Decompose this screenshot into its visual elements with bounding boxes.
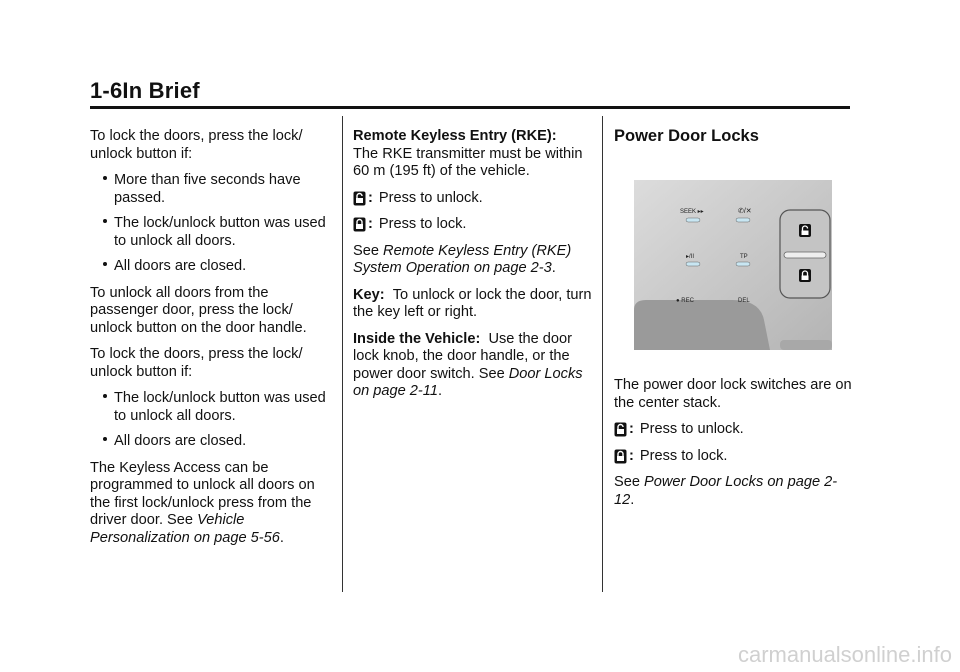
- bullet-list: [90, 390, 334, 451]
- lock-instruction: [614, 448, 854, 466]
- seek-button: [686, 218, 700, 222]
- key-label: Key:: [353, 286, 385, 303]
- unlock-icon: [799, 224, 811, 237]
- paragraph: [353, 243, 593, 278]
- list-item: The lock/unlock button was used to unlock all doors.: [90, 215, 334, 250]
- text: :: [368, 189, 373, 206]
- text: See: [614, 474, 645, 490]
- cross-reference-link[interactable]: Door Locks on page 2-11: [353, 365, 583, 399]
- paragraph: [353, 128, 593, 181]
- paragraph: [353, 287, 593, 322]
- cross-reference-link[interactable]: Remote Keyless Entry (RKE) System Operation on page 2-3: [353, 242, 572, 276]
- column-middle: [353, 128, 593, 410]
- paragraph: [90, 460, 334, 548]
- text: The RKE transmitter must be within 60 m (195 ft) of the vehicle.: [353, 145, 583, 179]
- paragraph: The power door lock switches are on the center stack.: [614, 377, 852, 411]
- column-right: [614, 128, 854, 518]
- lock-icon: [353, 217, 366, 232]
- section-title: In Brief: [122, 78, 200, 103]
- button-label: SEEK ▸▸: [680, 208, 704, 215]
- paragraph: To lock the doors, press the lock/ unlock button if:: [90, 346, 303, 380]
- text: .: [437, 383, 442, 399]
- list-item: The lock/unlock button was used to unlock all doors.: [90, 390, 334, 425]
- paragraph: To lock the doors, press the lock/ unlock button if:: [90, 128, 303, 162]
- paragraph: [614, 474, 854, 509]
- text: Press to unlock.: [639, 421, 744, 437]
- button-label: ● REC: [676, 297, 694, 304]
- inside-label: Inside the Vehicle:: [353, 330, 481, 347]
- tp-button: [736, 262, 750, 266]
- lock-instruction: [353, 216, 593, 234]
- column-left: [90, 128, 334, 556]
- text: To unlock or lock the door, turn the key left or right.: [353, 286, 592, 320]
- text: Press to lock.: [378, 216, 467, 232]
- text: Press to unlock.: [378, 189, 483, 206]
- column-divider: [602, 116, 603, 592]
- text: Use the door lock knob, the door handle, or the power door switch. See: [353, 330, 573, 382]
- button-label: ▸/II: [686, 253, 695, 260]
- text: Press to lock.: [639, 447, 728, 464]
- button-label: TP: [740, 253, 748, 260]
- column-divider: [342, 116, 343, 592]
- lock-icon: [614, 449, 627, 464]
- phone-button: [736, 218, 750, 222]
- unlock-instruction: [353, 190, 593, 208]
- lock-icon: [799, 269, 811, 282]
- unlock-instruction: [614, 421, 854, 439]
- button-label: ✆/✕: [738, 207, 752, 215]
- cross-reference-link[interactable]: Power Door Locks on page 2-12: [614, 474, 838, 508]
- section-heading: Power Door Locks: [614, 127, 759, 145]
- text: :: [629, 421, 634, 437]
- text: See: [353, 242, 384, 259]
- unlock-icon: [353, 191, 366, 206]
- paragraph: To unlock all doors from the passenger door, press the lock/ unlock button on the door handle.: [90, 284, 307, 336]
- text: :: [629, 447, 634, 464]
- page-number: 1-6: [90, 78, 123, 103]
- play-pause-button: [686, 262, 700, 266]
- button-label: DEL: [738, 297, 750, 304]
- text: .: [630, 491, 635, 508]
- list-item: All doors are closed.: [90, 258, 334, 276]
- text: The Keyless Access can be programmed to unlock all doors on the first lock/unlock press from the driver door. See: [90, 459, 315, 528]
- cross-reference-link[interactable]: Vehicle Personalization on page 5-56: [90, 512, 280, 546]
- list-item: More than five seconds have passed.: [90, 172, 334, 207]
- list-item: All doors are closed.: [90, 433, 334, 451]
- text: .: [551, 260, 556, 276]
- rke-heading: Remote Keyless Entry (RKE):: [353, 128, 557, 144]
- center-stack-photo: [634, 180, 832, 350]
- watermark: carmanualsonline.info: [737, 642, 952, 667]
- text: :: [368, 216, 373, 232]
- text: .: [279, 529, 284, 546]
- paragraph: [353, 331, 593, 401]
- bullet-list: [90, 172, 334, 276]
- page-header: [90, 78, 850, 109]
- unlock-icon: [614, 422, 627, 437]
